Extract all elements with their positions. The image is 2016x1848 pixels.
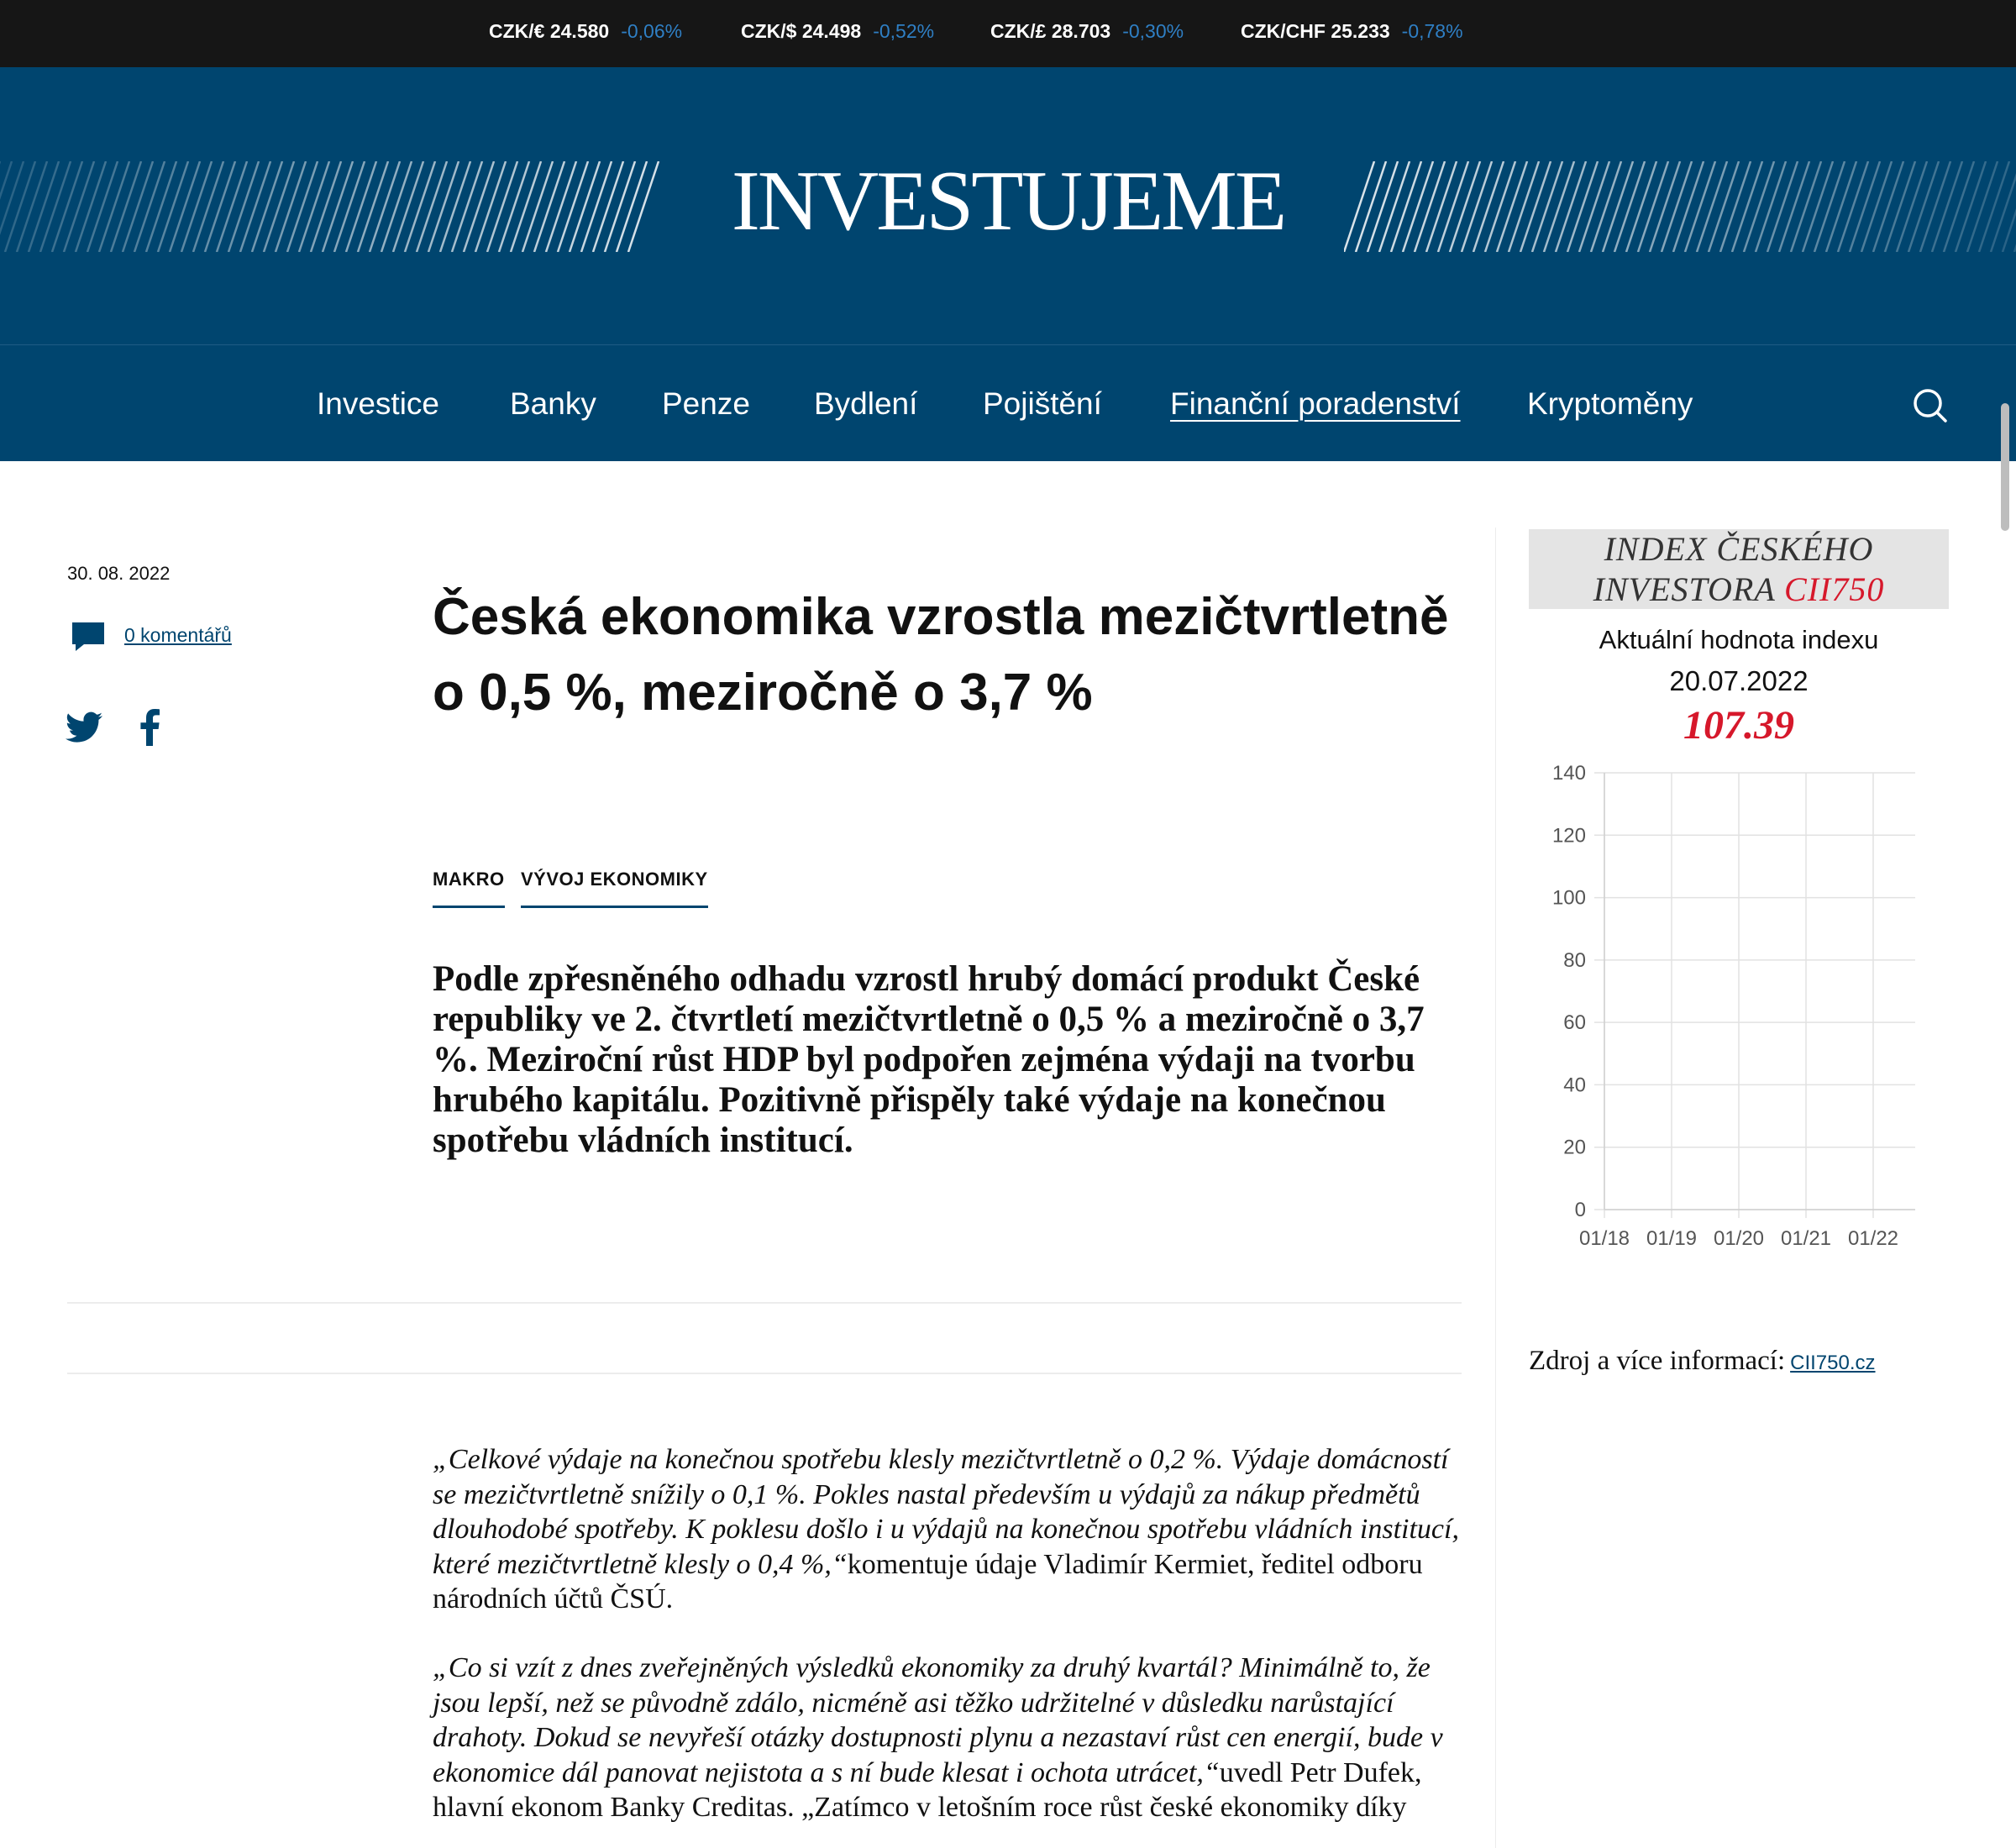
hatch-line [64, 161, 94, 252]
article-paragraph [433, 1442, 1470, 1617]
hatch-line [581, 161, 612, 252]
hatch-line [1662, 161, 1692, 252]
divider [67, 1302, 1462, 1304]
hatch-line [1756, 161, 1786, 252]
hatch-line [240, 161, 270, 252]
hatch-line [1532, 161, 1562, 252]
hatch-line [1697, 161, 1727, 252]
hatch-line [1850, 161, 1880, 252]
hatch-line [593, 161, 623, 252]
y-tick-label: 0 [1574, 1199, 1586, 1221]
hatch-line [217, 161, 247, 252]
hatch-line [558, 161, 588, 252]
x-tick-label: 01/18 [1578, 1227, 1630, 1250]
nav-item-investice[interactable]: Investice [317, 386, 440, 421]
hatch-line [134, 161, 165, 252]
hatch-line [428, 161, 459, 252]
hatch-line [1579, 161, 1609, 252]
ticker-change: -0,30% [1122, 20, 1184, 42]
hatch-line [170, 161, 200, 252]
scrollbar-thumb[interactable] [2001, 403, 2009, 531]
site-logo[interactable]: INVESTUJEME [731, 154, 1285, 249]
hatch-line [1908, 161, 1939, 252]
nav-item-banky[interactable]: Banky [510, 386, 596, 421]
hatch-line [1356, 161, 1386, 252]
hatch-line [1885, 161, 1915, 252]
hatch-line [628, 161, 659, 252]
nav-item-financni-poradenstvi[interactable]: Finanční poradenství [1170, 386, 1461, 421]
hatch-line [1485, 161, 1515, 252]
hatch-line [276, 161, 306, 252]
sidebar-divider [1495, 528, 1496, 1848]
ticker-pair: CZK/€ 24.580 [489, 20, 610, 42]
hatch-line [1567, 161, 1598, 252]
masthead [0, 67, 2016, 344]
hatch-line [452, 161, 482, 252]
comment-icon [71, 621, 106, 653]
hatch-decoration-left [0, 161, 672, 252]
ticker-change: -0,06% [621, 20, 683, 42]
source-link[interactable]: CII750.cz [1790, 1352, 1876, 1374]
tag-vyvoj-ekonomiky[interactable]: VÝVOJ EKONOMIKY [521, 869, 708, 908]
ticker-item [741, 20, 934, 43]
hatch-line [1462, 161, 1492, 252]
x-tick-label: 01/21 [1780, 1227, 1832, 1250]
hatch-line [334, 161, 365, 252]
hatch-line [1956, 161, 1986, 252]
hatch-line [1415, 161, 1445, 252]
index-date: 20.07.2022 [1669, 665, 1809, 696]
hatch-line [605, 161, 635, 252]
hatch-line [1497, 161, 1527, 252]
main-nav [0, 345, 2016, 461]
hatch-line [1932, 161, 1962, 252]
hatch-line [440, 161, 470, 252]
hatch-line [1520, 161, 1551, 252]
hatch-line [287, 161, 318, 252]
hatch-line [417, 161, 447, 252]
hatch-line [499, 161, 529, 252]
currency-ticker [0, 0, 2016, 67]
ticker-pair: CZK/£ 28.703 [990, 20, 1111, 42]
hatch-line [534, 161, 564, 252]
hatch-line [1591, 161, 1621, 252]
index-value: 107.39 [1683, 703, 1794, 748]
hatch-line [475, 161, 506, 252]
ticker-change: -0,52% [873, 20, 935, 42]
hatch-line [1967, 161, 1998, 252]
nav-item-kryptomeny[interactable]: Kryptoměny [1527, 386, 1693, 421]
hatch-line [1803, 161, 1833, 252]
ticker-item [990, 20, 1184, 43]
hatch-line [1638, 161, 1668, 252]
paragraph-quote: „Co si vzít z dnes zveřejněných výsledků ekonomiky za druhý kvartál? Minimálně to, že jsou lepší, než se původně zdálo, nicméně asi těžko udržitelné v důsledku narůstající drahoty. Dokud se nevyřeší otázky dostupnosti plynu a nezastaví růst cen energií, bude v ekonomice dál panovat nejistota a s ní bude klesat i ochota utrácet,“ [433, 1652, 1443, 1788]
hatch-line [1603, 161, 1633, 252]
y-tick-label: 120 [1551, 824, 1586, 848]
ticker-item [1241, 20, 1463, 43]
ticker-item [489, 20, 682, 43]
hatch-line [193, 161, 223, 252]
source-label: Zdroj a více informací: [1529, 1346, 1786, 1376]
index-title-line2: INVESTORA CII750 [1593, 570, 1885, 608]
hatch-line [617, 161, 647, 252]
hatch-line [1438, 161, 1468, 252]
hatch-line [522, 161, 553, 252]
hatch-line [1767, 161, 1798, 252]
hatch-line [146, 161, 176, 252]
nav-item-pojisteni[interactable]: Pojištění [983, 386, 1102, 421]
hatch-line [487, 161, 517, 252]
hatch-line [1556, 161, 1586, 252]
hatch-line [1979, 161, 2009, 252]
hatch-line [264, 161, 294, 252]
hatch-line [1673, 161, 1704, 252]
hatch-line [1920, 161, 1950, 252]
hatch-line [1403, 161, 1433, 252]
x-tick-label: 01/20 [1713, 1227, 1765, 1250]
article-paragraph [433, 1651, 1470, 1825]
hatch-line [205, 161, 235, 252]
hatch-line [1650, 161, 1680, 252]
hatch-line [181, 161, 212, 252]
index-label: Aktuální hodnota indexu [1599, 625, 1879, 654]
hatch-line [1626, 161, 1656, 252]
hatch-line [381, 161, 412, 252]
hatch-line [1391, 161, 1421, 252]
hatch-line [1344, 161, 1374, 252]
hatch-line [1450, 161, 1480, 252]
hatch-line [1838, 161, 1868, 252]
hatch-line [1814, 161, 1845, 252]
hatch-line [1826, 161, 1856, 252]
hatch-line [570, 161, 600, 252]
hatch-line [405, 161, 435, 252]
hatch-line [52, 161, 82, 252]
hatch-line [1614, 161, 1645, 252]
hatch-line [464, 161, 494, 252]
x-tick-label: 01/22 [1847, 1227, 1899, 1250]
hatch-line [546, 161, 576, 252]
nav-item-penze[interactable]: Penze [662, 386, 750, 421]
article-perex: Podle zpřesněného odhadu vzrostl hrubý domácí produkt České republiky ve 2. čtvrtletí mezičtvrtletně o 0,5 % a meziročně o 3,7 %. Meziroční růst HDP byl podpořen zejména výdaji na tvorbu hrubého kapitálu. Pozitivně přispěly také výdaje na konečnou spotřebu vládních institucí. [433, 959, 1425, 1160]
hatch-line [1473, 161, 1504, 252]
hatch-line [358, 161, 388, 252]
hatch-line [40, 161, 71, 252]
hatch-line [346, 161, 376, 252]
nav-item-bydleni[interactable]: Bydlení [814, 386, 918, 421]
hatch-line [299, 161, 329, 252]
hatch-line [1720, 161, 1751, 252]
y-tick-label: 80 [1563, 948, 1586, 972]
index-title [1529, 529, 1949, 609]
publish-date: 30. 08. 2022 [67, 563, 171, 584]
paragraph-text: uvedl Petr Dufek, hlavní ekonom Banky Creditas. „Zatímco v letošním roce růst české ekonomiky díky [433, 1756, 1422, 1823]
y-tick-label: 140 [1551, 762, 1586, 785]
ticker-pair: CZK/CHF 25.233 [1241, 20, 1390, 42]
hatch-line [1544, 161, 1574, 252]
hatch-line [111, 161, 141, 252]
hatch-line [228, 161, 259, 252]
hatch-line [1379, 161, 1410, 252]
hatch-line [1861, 161, 1892, 252]
index-title-accent: CII750 [1784, 570, 1885, 608]
index-chart [1529, 756, 1932, 1260]
hatch-line [158, 161, 188, 252]
hatch-line [1944, 161, 1974, 252]
hatch-line [1685, 161, 1715, 252]
paragraph-quote: „Celkové výdaje na konečnou spotřebu klesly mezičtvrtletně o 0,2 %. Výdaje domácností se mezičtvrtletně snížily o 0,1 %. Pokles nastal především u výdajů za nákup předmětů dlouhodobé spotřeby. K poklesu došlo i u výdajů na konečnou spotřebu vládních institucí, které mezičtvrtletně klesly o 0,4 %,“ [433, 1444, 1459, 1580]
search-icon[interactable] [1912, 387, 1949, 424]
hatch-line [393, 161, 423, 252]
comments-count[interactable]: 0 komentářů [124, 624, 232, 646]
hatch-line [311, 161, 341, 252]
index-title-line1: INDEX ČESKÉHO [1604, 530, 1874, 568]
hatch-line [29, 161, 59, 252]
hatch-line [1426, 161, 1457, 252]
hatch-line [17, 161, 47, 252]
y-tick-label: 60 [1563, 1011, 1586, 1035]
y-tick-label: 20 [1563, 1136, 1586, 1159]
hatch-line [99, 161, 129, 252]
hatch-line [511, 161, 541, 252]
hatch-line [1779, 161, 1809, 252]
hatch-line [370, 161, 400, 252]
article-headline: Česká ekonomika vzrostla mezičtvrtletně o 0,5 %, meziročně o 3,7 % [433, 588, 1449, 722]
tag-makro[interactable]: MAKRO [433, 869, 505, 908]
ticker-change: -0,78% [1401, 20, 1463, 42]
hatch-line [1368, 161, 1398, 252]
hatch-decoration-right [1344, 161, 2016, 252]
y-tick-label: 40 [1563, 1074, 1586, 1097]
hatch-line [1897, 161, 1927, 252]
hatch-line [1509, 161, 1539, 252]
divider [67, 1373, 1462, 1374]
hatch-line [1791, 161, 1821, 252]
hatch-line [1744, 161, 1774, 252]
y-tick-label: 100 [1551, 886, 1586, 910]
hatch-line [5, 161, 35, 252]
hatch-line [1873, 161, 1903, 252]
hatch-line [1709, 161, 1739, 252]
hatch-line [87, 161, 118, 252]
hatch-line [323, 161, 353, 252]
paragraph-text: komentuje údaje Vladimír Kermiet, ředitel odboru národních účtů ČSÚ. [433, 1548, 1423, 1614]
ticker-pair: CZK/$ 24.498 [741, 20, 862, 42]
twitter-icon[interactable] [66, 711, 102, 744]
source-line [1529, 1346, 1876, 1377]
hatch-line [1732, 161, 1762, 252]
hatch-line [123, 161, 153, 252]
facebook-icon[interactable] [136, 709, 163, 746]
x-tick-label: 01/19 [1646, 1227, 1698, 1250]
hatch-line [76, 161, 106, 252]
hatch-line [252, 161, 282, 252]
